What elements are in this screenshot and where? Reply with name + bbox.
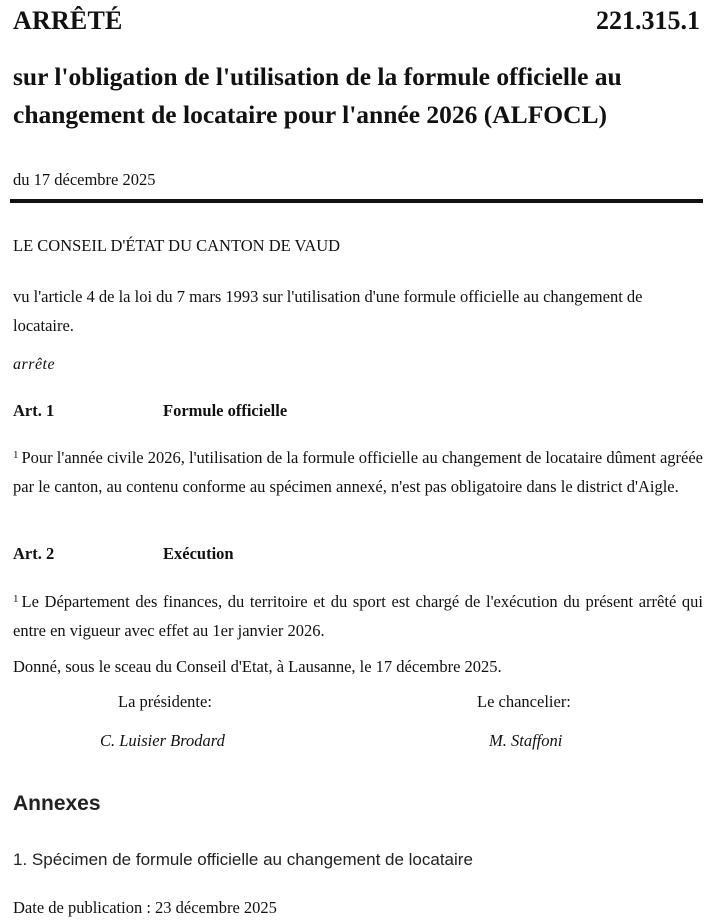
decree-word: arrête — [13, 356, 56, 373]
document-title: sur l'obligation de l'utilisation de la formule officielle au changement de locataire pour l'année 2026 (ALFOCL) — [13, 62, 622, 129]
document-number: 221.315.1 — [596, 6, 700, 35]
signatory-role-chancellor: Le chancelier: — [477, 692, 571, 711]
signatory-name-chancellor: M. Staffoni — [489, 731, 563, 750]
publication-date: Date de publication : 23 décembre 2025 — [13, 898, 277, 917]
paragraph-mark: 1 — [13, 449, 19, 461]
annexes-heading: Annexes — [13, 792, 101, 815]
article-2-title: Exécution — [163, 544, 234, 563]
header-divider — [10, 199, 703, 203]
signatory-name-president: C. Luisier Brodard — [100, 731, 225, 750]
article-2-paragraph — [13, 585, 703, 645]
article-1-number: Art. 1 — [13, 401, 55, 420]
annex-link[interactable]: 1. Spécimen de formule officielle au changement de locataire — [13, 850, 473, 869]
article-1-paragraph — [13, 441, 703, 501]
article-1-title: Formule officielle — [163, 401, 288, 420]
article-2-text: Le Département des finances, du territoire et du sport est chargé de l'exécution du présent arrêté qui entre en vigueur avec effet au 1er janvier 2026. — [13, 592, 703, 640]
document-date: du 17 décembre 2025 — [13, 170, 156, 189]
preamble-considering: vu l'article 4 de la loi du 7 mars 1993 sur l'utilisation d'une formule officielle au changement de locataire. — [13, 287, 643, 335]
issuing-authority: LE CONSEIL D'ÉTAT DU CANTON DE VAUD — [13, 236, 341, 255]
given-statement: Donné, sous le sceau du Conseil d'Etat, à Lausanne, le 17 décembre 2025. — [13, 657, 502, 676]
signatory-role-president: La présidente: — [118, 692, 212, 711]
article-2-number: Art. 2 — [13, 544, 55, 563]
paragraph-mark: 1 — [13, 593, 19, 605]
article-1-text: Pour l'année civile 2026, l'utilisation de la formule officielle au changement de locataire dûment agréée par le canton, au contenu conforme au spécimen annexé, n'est pas obligatoire dans le district d'Aigle. — [13, 448, 703, 496]
document-type: ARRÊTÉ — [13, 6, 123, 35]
